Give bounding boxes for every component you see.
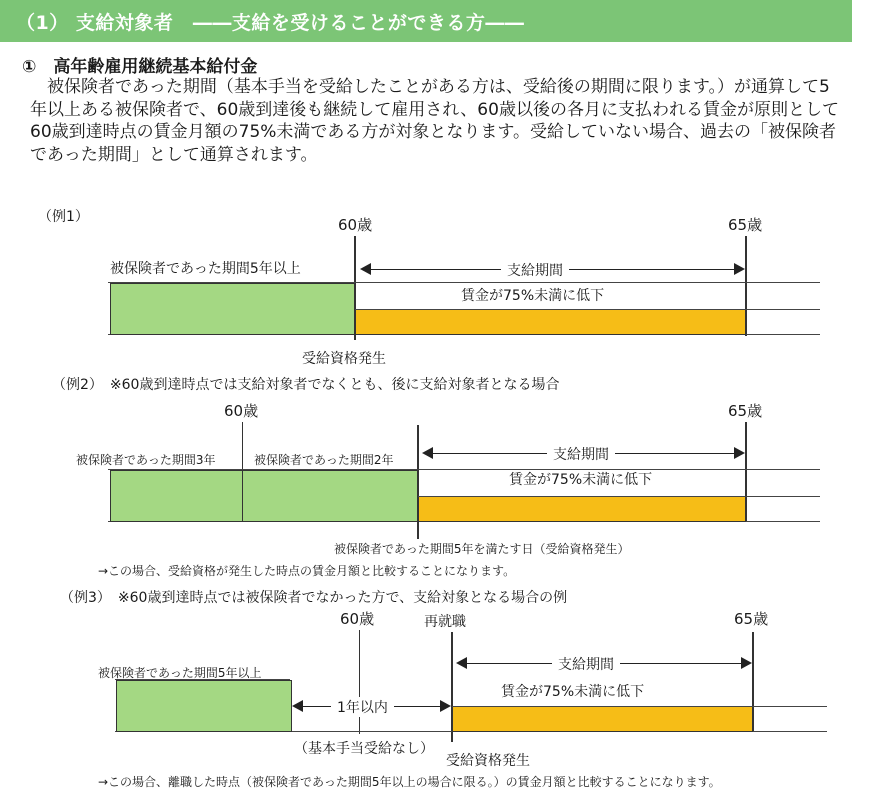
example1-benefit-period: 支給期間 [501, 260, 569, 280]
example3-benefit-period: 支給期間 [552, 654, 620, 674]
example1-insured-period: 被保険者であった期間5年以上 [110, 261, 301, 277]
example3-reemploy: 再就職 [424, 614, 466, 630]
subsection-body: 被保険者であった期間（基本手当を受給したことがある方は、受給後の期間に限ります。）が通算して5年以上ある被保険者で、60歳到達後も継続して雇用され、60歳以後の各月に支払われる賃金が原則として60歳到達時点の賃金月額の75%未満である方が対象となります。受給していない場合、過去の「被保険者であった期間」として通算されます。 [30, 77, 839, 165]
example2-note: →この場合、受給資格が発生した時点の賃金月額と比較することになります。 [98, 564, 516, 578]
arrow-left-icon [456, 657, 467, 669]
example3-yellow-bar [452, 706, 753, 732]
example2-yellow-bar [418, 496, 746, 522]
example1-eligibility: 受給資格発生 [302, 351, 386, 367]
example2-age65: 65歳 [728, 402, 763, 420]
example2-mid-rule [418, 496, 820, 497]
arrow-right-icon [734, 263, 745, 275]
arrow-right-icon [440, 700, 451, 712]
example3-age65: 65歳 [734, 610, 769, 628]
example2-eligibility: 被保険者であった期間5年を満たす日（受給資格発生） [334, 542, 630, 556]
example3-age60-line [359, 630, 360, 734]
arrow-right-icon [741, 657, 752, 669]
example3-note: →この場合、離職した時点（被保険者であった期間5年以上の場合に限る。）の賃金月額と比較することになります。 [98, 775, 721, 789]
example2-label: （例2） ※60歳到達時点では支給対象者でなくとも、後に支給対象者となる場合 [52, 377, 560, 393]
example3-label: （例3） ※60歳到達時点では被保険者でなかった方で、支給対象となる場合の例 [60, 590, 568, 606]
example3-age60: 60歳 [340, 610, 375, 628]
example2-wage-drop: 賃金が75%未満に低下 [509, 472, 653, 488]
example2-age60: 60歳 [224, 402, 259, 420]
example1-wage-drop: 賃金が75%未満に低下 [461, 288, 605, 304]
example3-eligibility: 受給資格発生 [446, 753, 530, 769]
example1-mid-rule [355, 309, 820, 310]
example1-age60: 60歳 [338, 216, 373, 234]
example1-yellow-bar [355, 309, 746, 335]
example2-green-divider [242, 470, 243, 522]
example2-green-bar [110, 470, 418, 522]
example1-green-bar [110, 283, 355, 335]
example1-label: （例1） [38, 209, 89, 225]
arrow-left-icon [292, 700, 303, 712]
example2-benefit-period: 支給期間 [547, 444, 615, 464]
example3-mid-rule [452, 706, 827, 707]
example3-green-bar [116, 680, 292, 732]
section-header-bar [0, 0, 852, 42]
subsection-title: ① 高年齢雇用継続基本給付金 [22, 57, 258, 77]
example3-no-basic: （基本手当受給なし） [294, 741, 434, 757]
example2-period2: 被保険者であった期間2年 [254, 453, 394, 467]
section-header-title: （1） 支給対象者 ――支給を受けることができる方―― [16, 12, 525, 34]
example3-wage-drop: 賃金が75%未満に低下 [501, 684, 645, 700]
arrow-left-icon [360, 263, 371, 275]
example3-insured-period: 被保険者であった期間5年以上 [98, 666, 262, 680]
arrow-left-icon [422, 447, 433, 459]
example3-within-year: 1年以内 [331, 697, 394, 717]
example2-period3: 被保険者であった期間3年 [76, 453, 216, 467]
example1-age65: 65歳 [728, 216, 763, 234]
arrow-right-icon [734, 447, 745, 459]
